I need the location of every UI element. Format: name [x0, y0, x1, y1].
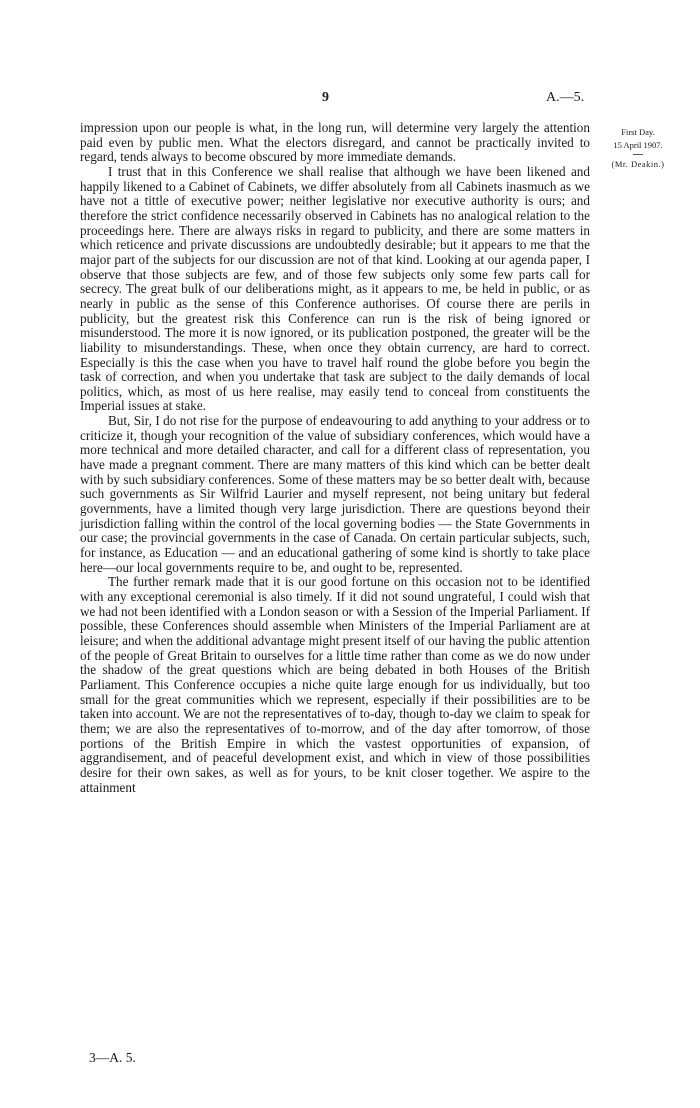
margin-day: First Day.	[621, 127, 655, 137]
paragraph: The further remark made that it is our good fortune on this occasion not to be identified with any exceptional ceremonial is also timely. If it did not sound ungrateful, I could wish that we had not been identified with a London season or with a Session of the Imperial Parliament. If possible, these Conferences should assemble when Ministers of the Imperial Parliament are at leisure; and when the additional advantage might present itself of our having the public attention of the people of Great Britain to ourselves for a little time rather than come as we do now under the shadow of the great questions which are being debated in both Houses of the British Parliament. This Conference occupies a niche quite large enough for us individually, but too small for the great communities which we represent, especially if their possibilities are to be taken into account. We are not the representatives of to-day, though to-day we claim to speak for them; we are also the representatives of to-morrow, and of the day after tomorrow, of those portions of the British Empire in which the vastest opportunities of expansion, of aggrandisement, and of peaceful development exist, and which in view of those possibilities desire for their own sakes, as well as for yours, to be knit closer together. We aspire to the attainment	[80, 574, 590, 795]
page-number: 9	[322, 90, 329, 105]
paragraph-continued: impression upon our people is what, in the long run, will determine very largely the attention paid even by public men. What the electors disregard, and cannot be practically invited to regard, tends always to become obscured by more immediate demands.	[80, 120, 590, 165]
body-text	[80, 121, 590, 795]
margin-date: 15 April 1907.	[613, 140, 663, 150]
paragraph: I trust that in this Conference we shall realise that although we have been likened and happily likened to a Cabinet of Cabinets, we differ absolutely from all Cabinets inasmuch as we have not a tittle of executive power; neither legislative nor executive authority is ours; and therefore the strict confidence necessarily observed in Cabinets has no analogical relation to the proceedings here. There are always risks in regard to publicity, and there are some matters in which reticence and private discussions are undoubtedly desirable; but it appears to me that the major part of the subjects for our discussion are not of that kind. Looking at our agenda paper, I observe that those subjects are few, and of those few subjects only some few parts call for secrecy. The great bulk of our deliberations might, as it appears to me, be held in public, or as nearly in public as the sense of this Conference authorises. Of course there are perils in publicity, but the greatest risk this Conference can run is the risk of being ignored or misunderstood. The more it is now ignored, or its publication postponed, the greater will be the liability to misunderstandings. These, when once they obtain currency, are hard to correct. Especially is this the case when you have to travel half round the globe before you begin the task of correction, and when you undertake that task are subject to the daily demands of local politics, which, as most of us here realise, may easily tend to conceal from constituents the Imperial issues at stake.	[80, 163, 590, 414]
paragraph: But, Sir, I do not rise for the purpose of endeavouring to add anything to your address or to criticize it, though your recognition of the value of subsidiary conferences, which would have a more technical and more detailed character, and call for a different class of representation, you have made a pregnant comment. There are many matters of this kind which can be better dealt with by such subsidiary conferences. Some of these matters may be so better dealt with, because such governments as Sir Wilfrid Laurier and myself represent, not being unitary but federal governments, have a limited though very large jurisdiction. There are questions beyond their jurisdiction falling within the control of the local governing bodies — the State Governments in our case; the provincial governments in the case of Canada. On certain particular subjects, such, for instance, as Education — and an educational gathering of some kind is shortly to take place here—our local governments require to be, and ought to be, represented.	[80, 413, 590, 575]
margin-divider	[633, 154, 643, 155]
margin-notes	[603, 126, 673, 171]
signature-mark: 3—A. 5.	[89, 1050, 136, 1065]
document-reference: A.—5.	[546, 90, 585, 105]
margin-speaker: (Mr. Deakin.)	[611, 159, 665, 169]
